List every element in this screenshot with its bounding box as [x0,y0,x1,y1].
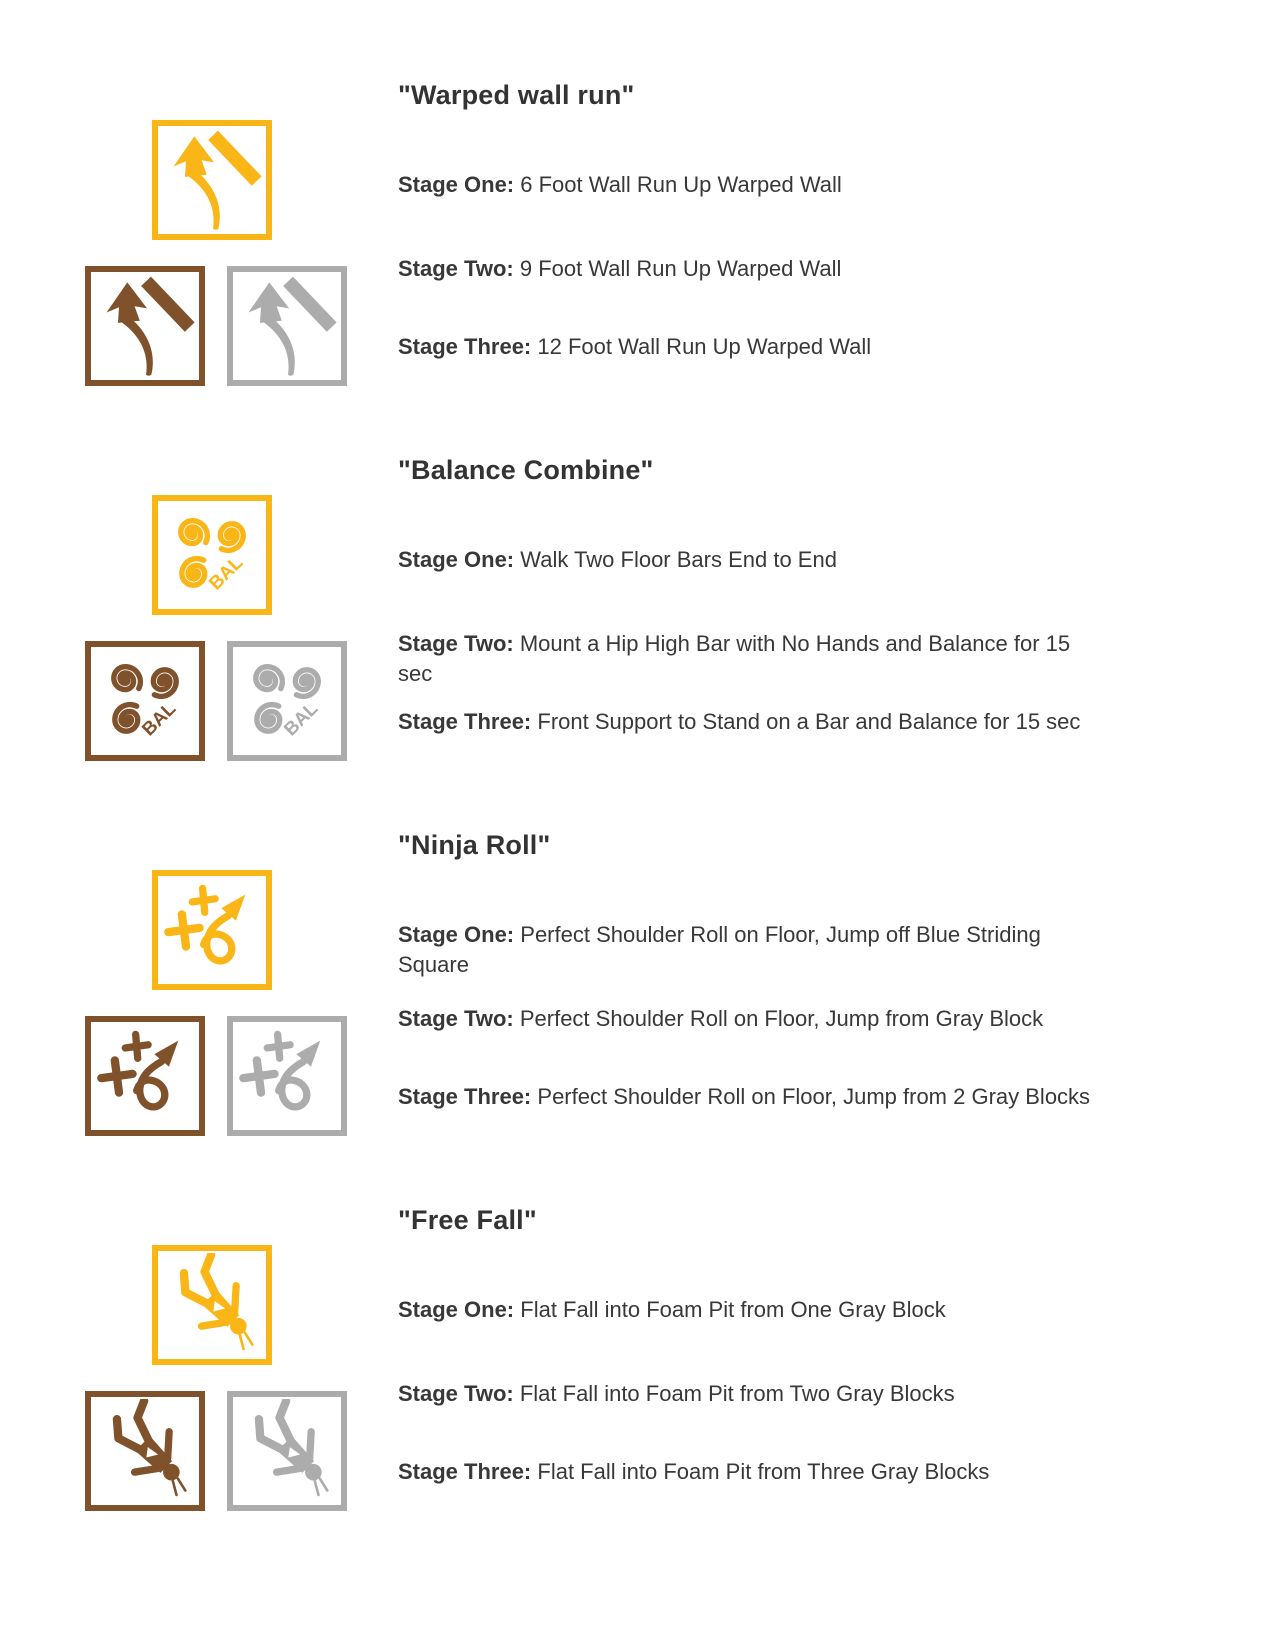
stage-three-text: Front Support to Stand on a Bar and Balance for 15 sec [537,709,1081,734]
brown-belt-badge [85,1391,205,1511]
section-free-fall [0,1195,1275,1570]
balance-icon [160,503,264,607]
stage-one-label: Stage One: [398,172,515,197]
section-title: "Free Fall" [398,1205,537,1235]
stage-two [398,1004,1103,1034]
stage-three-label: Stage Three: [398,1459,532,1484]
gray-belt-badge [227,266,347,386]
wall-run-icon [160,128,264,232]
balance-icon [93,649,197,753]
gray-belt-badge [227,1016,347,1136]
stage-two-text: Perfect Shoulder Roll on Floor, Jump from Gray Block [519,1006,1044,1031]
ninja-roll-icon [93,1024,197,1128]
stage-three-label: Stage Three: [398,334,532,359]
wall-run-icon [93,274,197,378]
stage-three-text: Perfect Shoulder Roll on Floor, Jump from 2 Gray Blocks [537,1084,1091,1109]
gray-belt-badge [227,641,347,761]
stage-one-text: 6 Foot Wall Run Up Warped Wall [520,172,842,197]
gray-belt-badge [227,1391,347,1511]
stage-one-text: Walk Two Floor Bars End to End [520,547,837,572]
stage-one-label: Stage One: [398,922,515,947]
stage-two-label: Stage Two: [398,1006,514,1031]
stage-one [398,545,1103,575]
gold-belt-badge [152,120,272,240]
stage-one [398,1295,1103,1325]
section-title: "Warped wall run" [398,80,635,110]
free-fall-icon [160,1253,264,1357]
stage-two-text: Mount a Hip High Bar with No Hands and Balance for 15 sec [398,631,1071,686]
wall-run-icon [235,274,339,378]
free-fall-icon [235,1399,339,1503]
stage-two-text: Flat Fall into Foam Pit from Two Gray Blocks [519,1381,955,1406]
stage-two [398,254,1103,284]
section-title: "Ninja Roll" [398,830,551,860]
stage-two-text: 9 Foot Wall Run Up Warped Wall [519,256,842,281]
free-fall-icon [93,1399,197,1503]
stage-two-label: Stage Two: [398,256,514,281]
stage-two-label: Stage Two: [398,1381,514,1406]
stage-three [398,1457,1103,1487]
gold-belt-badge [152,870,272,990]
stage-three-text: Flat Fall into Foam Pit from Three Gray Blocks [537,1459,990,1484]
stage-three-label: Stage Three: [398,1084,532,1109]
stage-three [398,707,1103,737]
stage-two [398,1379,1103,1409]
section-title: "Balance Combine" [398,455,654,485]
stage-three [398,1082,1103,1112]
stage-one-label: Stage One: [398,547,515,572]
brown-belt-badge [85,641,205,761]
brown-belt-badge [85,266,205,386]
stage-one [398,170,1103,200]
gold-belt-badge [152,495,272,615]
stage-one [398,920,1103,980]
stage-three-text: 12 Foot Wall Run Up Warped Wall [537,334,872,359]
stage-one-text: Perfect Shoulder Roll on Floor, Jump off Blue Striding Square [398,922,1041,977]
stage-three-label: Stage Three: [398,709,532,734]
ninja-roll-icon [160,878,264,982]
gold-belt-badge [152,1245,272,1365]
brown-belt-badge [85,1016,205,1136]
stage-two-label: Stage Two: [398,631,514,656]
stage-three [398,332,1103,362]
stage-two [398,629,1103,689]
section-warped-wall-run [0,70,1275,445]
stage-one-label: Stage One: [398,1297,515,1322]
balance-icon [235,649,339,753]
ninja-roll-icon [235,1024,339,1128]
section-balance-combine [0,445,1275,820]
section-ninja-roll [0,820,1275,1195]
stage-one-text: Flat Fall into Foam Pit from One Gray Block [520,1297,946,1322]
